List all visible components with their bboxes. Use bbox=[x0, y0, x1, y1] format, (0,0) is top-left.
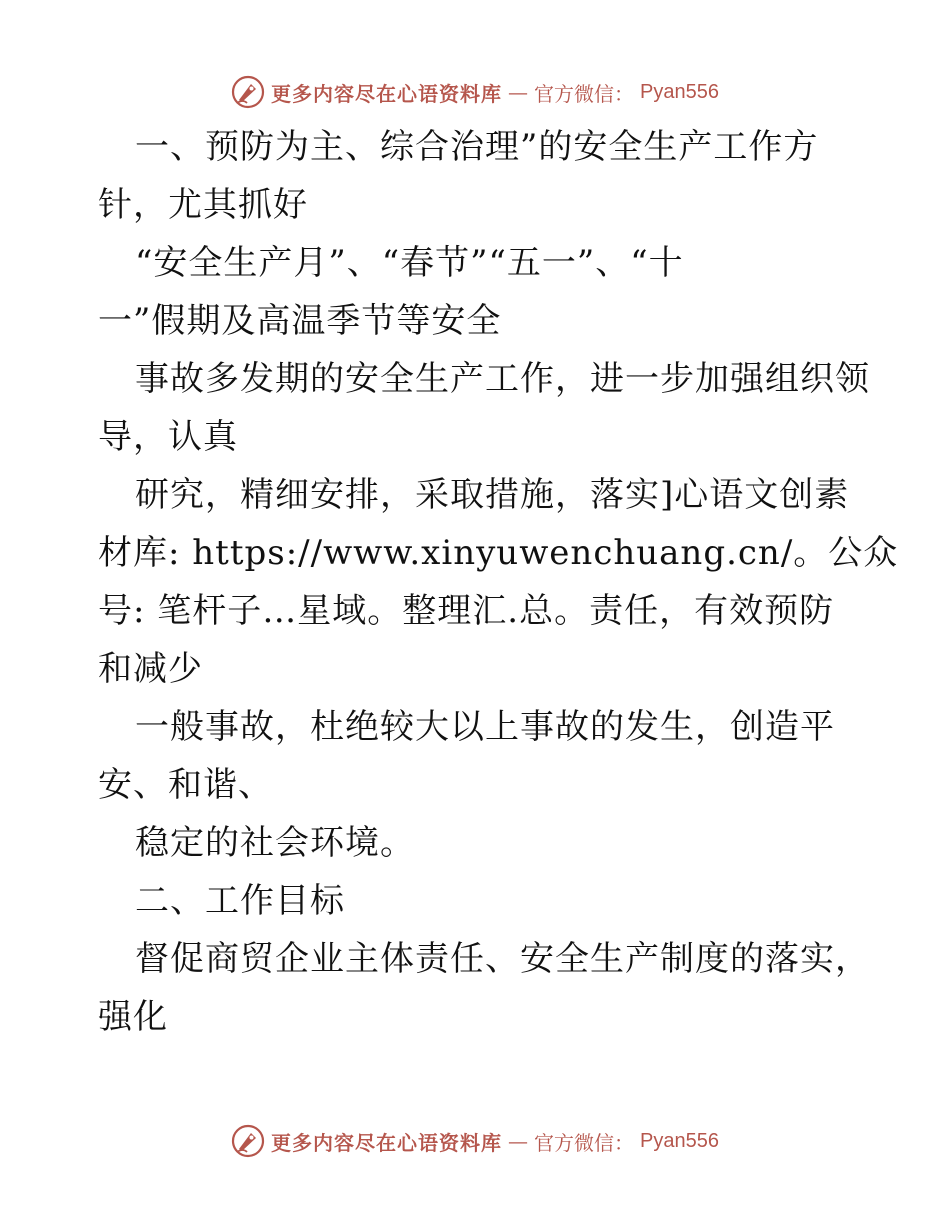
watermark-separator: — bbox=[508, 1129, 529, 1153]
footer-watermark-banner bbox=[0, 1121, 950, 1161]
wechat-id: Pyan556 bbox=[640, 1129, 719, 1152]
paragraph-line: 稳定的社会环境。 bbox=[135, 823, 415, 863]
watermark-title: 更多内容尽在心语资料库 bbox=[271, 81, 503, 106]
paragraph-line: 一般事故，杜绝较大以上事故的发生，创造平 bbox=[135, 707, 835, 747]
paragraph-line: 号: 笔杆子…星域。整理汇.总。责任，有效预防 bbox=[98, 591, 835, 631]
paragraph-line: 一、预防为主、综合治理”的安全生产工作方 bbox=[135, 127, 819, 167]
wechat-id: Pyan556 bbox=[640, 80, 719, 103]
wechat-label: 官方微信： bbox=[534, 81, 635, 106]
section-heading: 二、工作目标 bbox=[135, 881, 345, 921]
paragraph-line: 事故多发期的安全生产工作，进一步加强组织领 bbox=[135, 359, 870, 399]
wechat-label: 官方微信： bbox=[534, 1130, 635, 1155]
pen-nib-logo-icon bbox=[231, 1124, 265, 1158]
paragraph-line: 和减少 bbox=[98, 649, 203, 689]
paragraph-line: 强化 bbox=[98, 997, 168, 1037]
watermark-separator: — bbox=[508, 80, 529, 104]
paragraph-line: 一”假期及高温季节等安全 bbox=[98, 301, 502, 341]
paragraph-line: “安全生产月”、“春节”“五一”、“十 bbox=[135, 243, 684, 283]
paragraph-line: 督促商贸企业主体责任、安全生产制度的落实， bbox=[135, 939, 870, 979]
paragraph-line: 材库: https://www.xinyuwenchuang.cn/。公众 bbox=[98, 533, 899, 573]
watermark-title: 更多内容尽在心语资料库 bbox=[271, 1130, 503, 1155]
paragraph-line: 研究，精细安排，采取措施，落实]心语文创素 bbox=[135, 475, 850, 515]
paragraph-line: 导，认真 bbox=[98, 417, 238, 457]
paragraph-line: 针，尤其抓好 bbox=[98, 185, 308, 225]
paragraph-line: 安、和谐、 bbox=[98, 765, 273, 805]
